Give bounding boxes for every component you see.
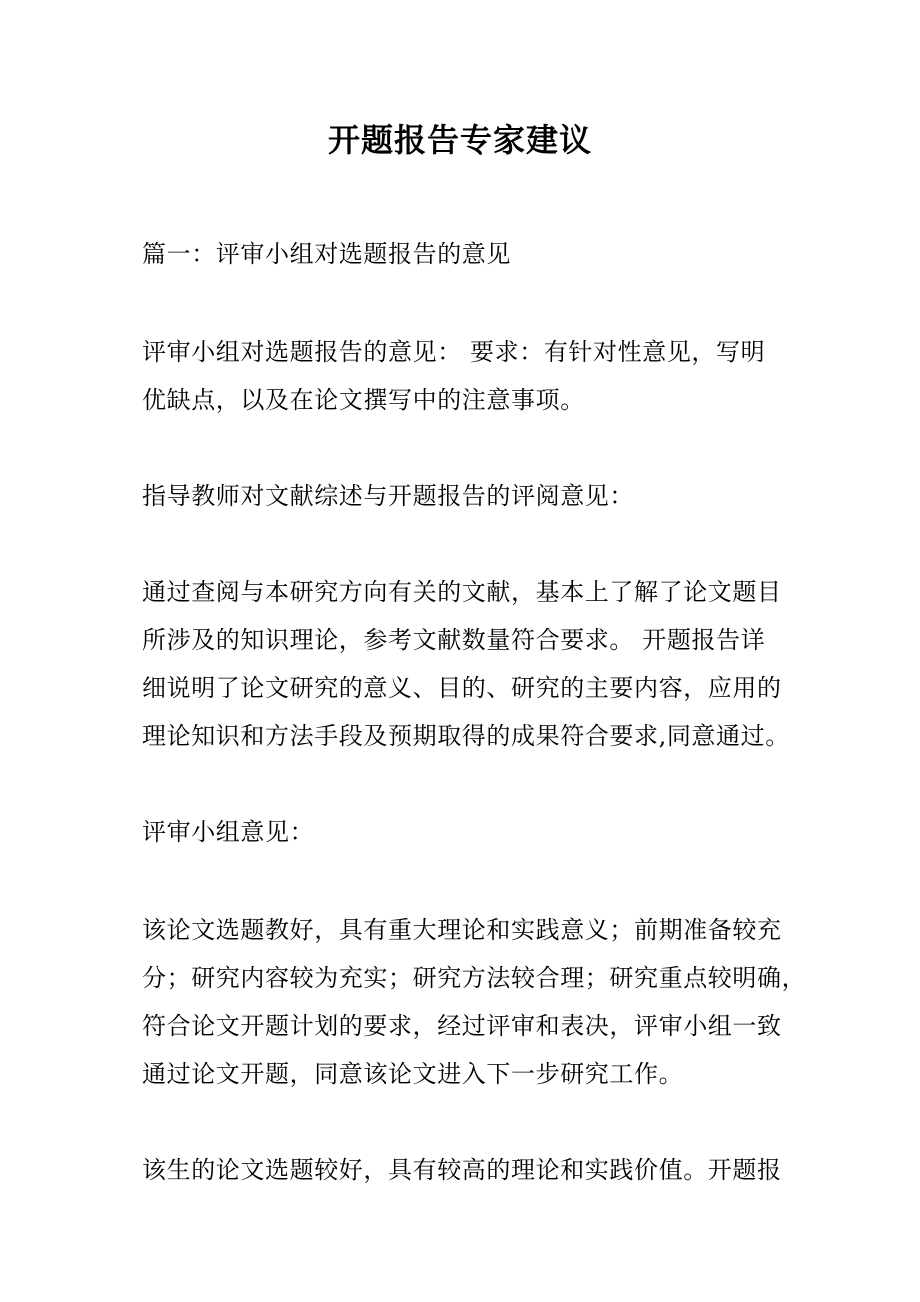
paragraph-advisor-comments: [142, 568, 790, 760]
paragraph-advisor-heading: [142, 472, 782, 520]
paragraph-line: 评审小组意见：: [142, 818, 315, 846]
paragraph-line: 指导教师对文献综述与开题报告的评阅意见：: [142, 482, 634, 510]
paragraph-line: 分；研究内容较为充实；研究方法较合理；研究重点较明确，: [142, 964, 807, 992]
paragraph-line: 篇一：评审小组对选题报告的意见: [142, 240, 511, 268]
paragraph-line: 通过论文开题，同意该论文进入下一步研究工作。: [142, 1060, 684, 1088]
document-title: 开题报告专家建议: [327, 121, 592, 159]
paragraph-line: 通过查阅与本研究方向有关的文献，基本上了解了论文题目: [142, 578, 782, 606]
paragraph-requirements: [142, 328, 782, 424]
paragraph-panel-opinion: [142, 906, 807, 1098]
paragraph-student-topic: [142, 1146, 782, 1194]
paragraph-line: 理论知识和方法手段及预期取得的成果符合要求,同意通过。: [142, 722, 790, 750]
paragraph-panel-heading: [142, 808, 782, 856]
paragraph-section-heading: [142, 230, 782, 278]
paragraph-line: 所涉及的知识理论，参考文献数量符合要求。 开题报告详: [142, 626, 766, 654]
paragraph-line: 该生的论文选题较好，具有较高的理论和实践价值。开题报: [142, 1156, 782, 1184]
paragraph-line: 评审小组对选题报告的意见： 要求：有针对性意见，写明: [142, 338, 766, 366]
paragraph-line: 符合论文开题计划的要求，经过评审和表决，评审小组一致: [142, 1012, 782, 1040]
paragraph-line: 细说明了论文研究的意义、目的、研究的主要内容，应用的: [142, 674, 782, 702]
paragraph-line: 优缺点，以及在论文撰写中的注意事项。: [142, 386, 585, 414]
paragraph-line: 该论文选题教好，具有重大理论和实践意义；前期准备较充: [142, 916, 782, 944]
